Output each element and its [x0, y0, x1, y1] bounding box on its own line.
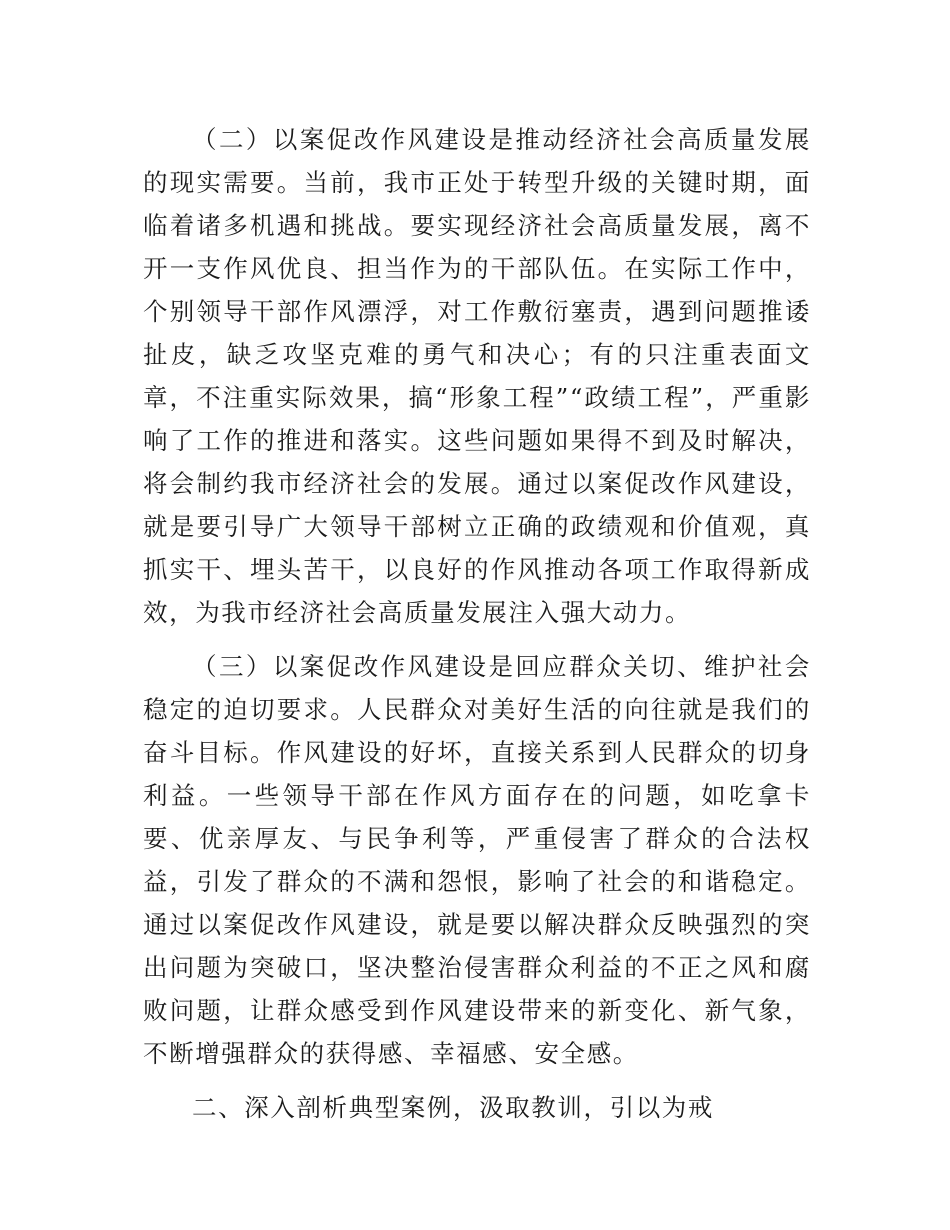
paragraph-3: （三）以案促改作风建设是回应群众关切、维护社会稳定的迫切要求。人民群众对美好生活的向往就是我们的奋斗目标。作风建设的好坏，直接关系到人民群众的切身利益。一些领导干部在作风方面存在的问题，如吃拿卡要、优亲厚友、与民争利等，严重侵害了群众的合法权益，引发了群众的不满和怨恨，影响了社会的和谐稳定。通过以案促改作风建设，就是要以解决群众反映强烈的突出问题为突破口，坚决整治侵害群众利益的不正之风和腐败问题，让群众感受到作风建设带来的新变化、新气象，不断增强群众的获得感、幸福感、安全感。 — [143, 652, 811, 1068]
paragraph-2: （二）以案促改作风建设是推动经济社会高质量发展的现实需要。当前，我市正处于转型升级的关键时期，面临着诸多机遇和挑战。要实现经济社会高质量发展，离不开一支作风优良、担当作为的干部队伍。在实际工作中，个别领导干部作风漂浮，对工作敷衍塞责，遇到问题推诿扯皮，缺乏攻坚克难的勇气和决心；有的只注重表面文章，不注重实际效果，搞“形象工程”“政绩工程”，严重影响了工作的推进和落实。这些问题如果得不到及时解决，将会制约我市经济社会的发展。通过以案促改作风建设，就是要引导广大领导干部树立正确的政绩观和价值观，真抓实干、埋头苦干，以良好的作风推动各项工作取得新成效，为我市经济社会高质量发展注入强大动力。 — [143, 125, 811, 627]
document-body — [143, 118, 811, 1129]
section-heading: 二、深入剖析典型案例，汲取教训，引以为戒 — [192, 1093, 714, 1122]
